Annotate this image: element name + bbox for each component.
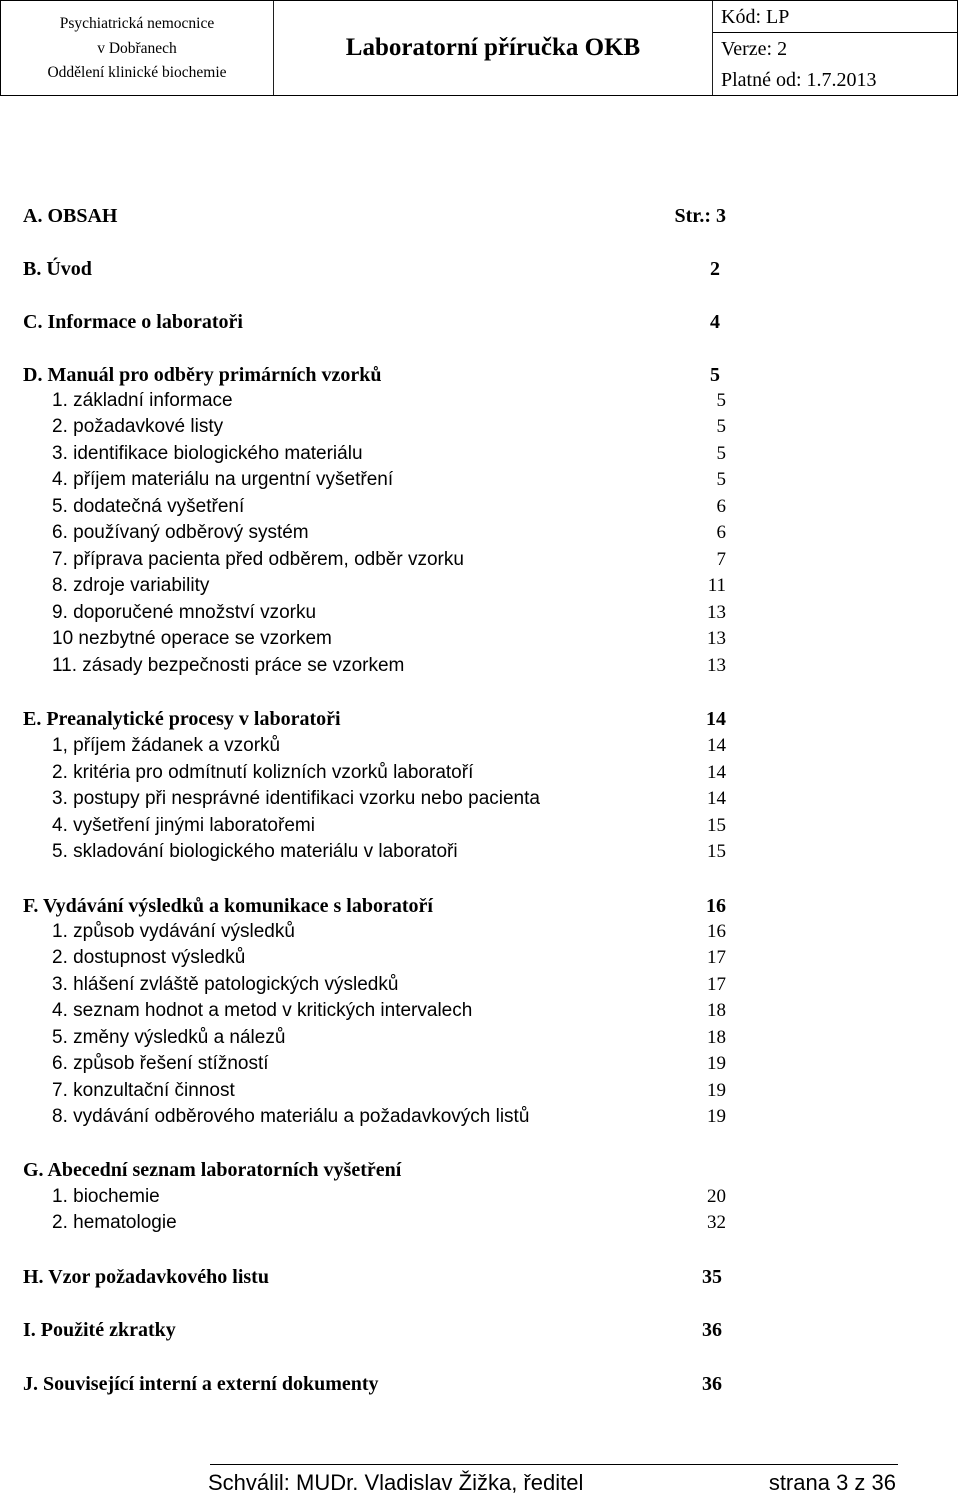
document-code: Kód: LP bbox=[721, 6, 790, 28]
toc-item-label: 6. způsob řešení stížností bbox=[52, 1053, 269, 1074]
document-version: Verze: 2 bbox=[721, 38, 788, 60]
toc-item-label: 8. vydávání odběrového materiálu a požadavkových listů bbox=[52, 1106, 530, 1127]
toc-section-page: 36 bbox=[702, 1319, 722, 1341]
toc-item-label: 3. postupy při nesprávné identifikaci vzorku nebo pacienta bbox=[52, 788, 540, 809]
toc-section-title: I. Použité zkratky bbox=[23, 1319, 176, 1341]
toc-section-title: H. Vzor požadavkového listu bbox=[23, 1266, 269, 1288]
org-line-1: Psychiatrická nemocnice bbox=[59, 15, 215, 32]
toc-section-title: G. Abecední seznam laboratorních vyšetření bbox=[23, 1159, 402, 1181]
toc-item-page: 14 bbox=[707, 735, 726, 756]
toc-item-label: 7. příprava pacienta před odběrem, odběr vzorku bbox=[52, 549, 464, 570]
toc-item-label: 3. hlášení zvláště patologických výsledků bbox=[52, 974, 399, 995]
org-line-2: v Dobřanech bbox=[97, 40, 177, 57]
toc-section-page: 16 bbox=[706, 895, 726, 917]
toc-item-page: 18 bbox=[707, 1027, 726, 1048]
toc-item-page: 13 bbox=[707, 655, 726, 676]
toc-item-label: 5. dodatečná vyšetření bbox=[52, 496, 245, 517]
valid-from: Platné od: 1.7.2013 bbox=[721, 69, 877, 91]
version-row bbox=[713, 33, 957, 65]
toc-item-label: 1, příjem žádanek a vzorků bbox=[52, 735, 281, 756]
toc-item-page: 17 bbox=[707, 947, 726, 968]
footer-page-info: strana 3 z 36 bbox=[768, 1470, 896, 1495]
document-header bbox=[0, 0, 958, 96]
toc-section-page: 14 bbox=[706, 708, 726, 730]
toc-item-page: 32 bbox=[707, 1212, 726, 1233]
toc-item-label: 8. zdroje variability bbox=[52, 575, 210, 596]
footer-approved: Schválil: MUDr. Vladislav Žižka, ředitel bbox=[208, 1470, 584, 1495]
toc-item-label: 7. konzultační činnost bbox=[52, 1080, 235, 1101]
toc-item-label: 6. používaný odběrový systém bbox=[52, 522, 309, 543]
toc-item-label: 2. hematologie bbox=[52, 1212, 177, 1233]
toc-item-page: 17 bbox=[707, 974, 726, 995]
toc-section-title: A. OBSAH bbox=[23, 205, 118, 227]
toc-section-title: J. Související interní a externí dokumenty bbox=[23, 1373, 379, 1395]
toc-item-page: 19 bbox=[707, 1106, 726, 1127]
toc-item-label: 10 nezbytné operace se vzorkem bbox=[52, 628, 332, 649]
toc-item-label: 3. identifikace biologického materiálu bbox=[52, 443, 363, 464]
toc-section-page: 36 bbox=[702, 1373, 722, 1395]
toc-section-page: 5 bbox=[710, 364, 720, 386]
toc-item-page: 5 bbox=[716, 469, 726, 490]
toc-section-page: Str.: 3 bbox=[674, 205, 726, 227]
toc-item-label: 4. příjem materiálu na urgentní vyšetření bbox=[52, 469, 394, 490]
toc-item-label: 2. dostupnost výsledků bbox=[52, 947, 246, 968]
toc-item-page: 5 bbox=[716, 443, 726, 464]
toc-section-title: D. Manuál pro odběry primárních vzorků bbox=[23, 364, 382, 386]
toc-item-label: 11. zásady bezpečnosti práce se vzorkem bbox=[52, 655, 405, 676]
toc-item-page: 16 bbox=[707, 921, 726, 942]
toc-item-page: 5 bbox=[716, 416, 726, 437]
toc-section-page: 4 bbox=[710, 311, 720, 333]
toc-item-page: 5 bbox=[716, 390, 726, 411]
toc-item-label: 2. požadavkové listy bbox=[52, 416, 224, 437]
org-line-3: Oddělení klinické biochemie bbox=[47, 64, 227, 81]
toc-item-label: 4. vyšetření jinými laboratořemi bbox=[52, 815, 315, 836]
toc-item-label: 4. seznam hodnot a metod v kritických intervalech bbox=[52, 1000, 473, 1021]
header-title-cell bbox=[274, 1, 712, 95]
toc-item-page: 11 bbox=[707, 575, 726, 596]
valid-row bbox=[713, 64, 957, 95]
document-title: Laboratorní příručka OKB bbox=[345, 34, 641, 61]
toc-item-label: 1. způsob vydávání výsledků bbox=[52, 921, 295, 942]
toc-item-page: 15 bbox=[707, 815, 726, 836]
toc-section-title: E. Preanalytické procesy v laboratoři bbox=[23, 708, 341, 730]
toc-item-page: 13 bbox=[707, 628, 726, 649]
toc-item-label: 9. doporučené množství vzorku bbox=[52, 602, 317, 623]
toc-item-page: 18 bbox=[707, 1000, 726, 1021]
toc-item-page: 7 bbox=[716, 549, 726, 570]
toc-item-page: 6 bbox=[716, 496, 726, 517]
code-row bbox=[713, 1, 957, 33]
toc-item-page: 13 bbox=[707, 602, 726, 623]
toc-item-page: 6 bbox=[716, 522, 726, 543]
toc-section-title: C. Informace o laboratoři bbox=[23, 311, 243, 333]
toc-item-page: 20 bbox=[707, 1186, 726, 1207]
toc-item-label: 1. biochemie bbox=[52, 1186, 160, 1207]
footer-divider bbox=[210, 1464, 898, 1465]
toc-section-page: 35 bbox=[702, 1266, 722, 1288]
header-meta bbox=[713, 1, 957, 95]
toc-item-page: 19 bbox=[707, 1080, 726, 1101]
toc-item-label: 5. změny výsledků a nálezů bbox=[52, 1027, 286, 1048]
toc-section-title: F. Vydávání výsledků a komunikace s laboratoří bbox=[23, 895, 433, 917]
toc-section-page: 2 bbox=[710, 258, 720, 280]
header-organization bbox=[1, 1, 273, 95]
toc-item-label: 2. kritéria pro odmítnutí kolizních vzorků laboratoří bbox=[52, 762, 474, 783]
toc-item-page: 15 bbox=[707, 841, 726, 862]
toc-item-label: 1. základní informace bbox=[52, 390, 233, 411]
toc-item-page: 14 bbox=[707, 762, 726, 783]
toc-item-page: 14 bbox=[707, 788, 726, 809]
toc-item-page: 19 bbox=[707, 1053, 726, 1074]
toc-section-title: B. Úvod bbox=[23, 258, 92, 280]
toc-item-label: 5. skladování biologického materiálu v laboratoři bbox=[52, 841, 458, 862]
